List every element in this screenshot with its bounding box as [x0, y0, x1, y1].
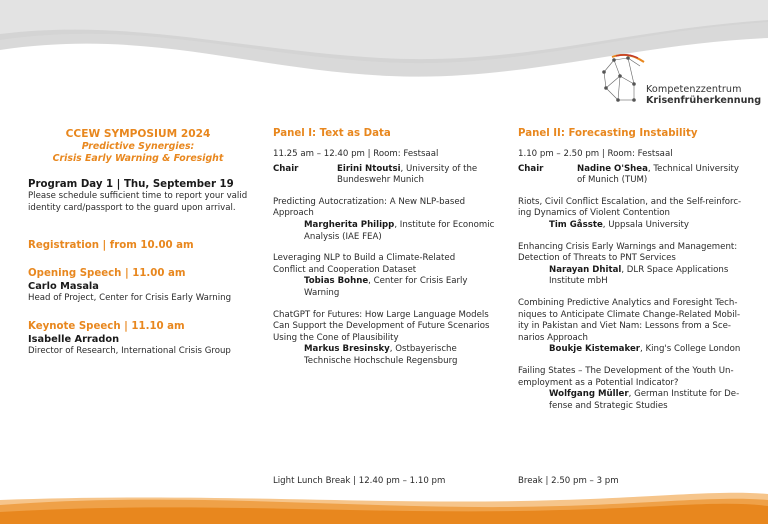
talk-speaker	[273, 220, 501, 232]
speaker-affiliation-2: Technische Hochschule Regensburg	[304, 355, 458, 366]
panel-1-time: 11.25 am – 12.40 pm | Room: Festsaal	[273, 149, 439, 159]
registration-heading: Registration | from 10.00 am	[28, 240, 194, 251]
talk-title: Failing States – The Development of the Youth Un-	[518, 365, 734, 376]
chair-label: Chair	[518, 163, 544, 174]
talk-speaker	[518, 265, 753, 277]
talk-title: ity in Pakistan and Viet Nam: Lessons from a Sce-	[518, 321, 732, 332]
program-day: Program Day 1 | Thu, September 19	[28, 179, 234, 190]
talk-item	[273, 197, 501, 243]
speaker-name: Tobias Bohne	[304, 276, 369, 287]
chair-affiliation-2: of Munich (TUM)	[577, 175, 648, 186]
talk-title: narios Approach	[518, 332, 588, 343]
logo-wordmark	[646, 84, 761, 106]
opening-heading: Opening Speech | 11.00 am	[28, 268, 186, 279]
speaker-affiliation: , Ostbayerische	[389, 344, 457, 355]
talk-title: Approach	[273, 208, 314, 219]
program-intro	[28, 178, 258, 214]
keynote-role: Director of Research, International Crisis Group	[28, 346, 231, 356]
speaker-affiliation-2: Analysis (IAE FEA)	[304, 231, 382, 242]
keynote-speaker: Isabelle Arradon	[28, 334, 120, 345]
speaker-affiliation: , German Institute for De-	[628, 389, 740, 400]
keynote-block	[28, 320, 258, 358]
talk-item	[518, 298, 753, 356]
talk-title: niques to Anticipate Climate Change-Related Mobil-	[518, 309, 741, 320]
talk-title: Conflict and Cooperation Dataset	[273, 264, 417, 275]
panel-1-chair	[273, 164, 501, 187]
talk-item	[273, 253, 501, 299]
talk-title: Detection of Threats to PNT Services	[518, 253, 676, 264]
symposium-subtitle-1: Predictive Synergies:	[81, 141, 195, 152]
opening-block	[28, 267, 258, 305]
chair-affiliation: , University of the	[400, 163, 478, 174]
speaker-name: Tim Gåsste	[549, 219, 603, 230]
speaker-name: Boukje Kistemaker	[549, 344, 641, 355]
talk-title: Riots, Civil Conflict Escalation, and the Self-reinforc-	[518, 196, 742, 207]
speaker-affiliation: , Center for Crisis Early	[368, 276, 468, 287]
talk-item	[518, 242, 753, 288]
panel-2-chair	[518, 164, 753, 187]
talk-speaker	[518, 389, 753, 401]
notice-line-2: identity card/passport to the guard upon arrival.	[28, 202, 236, 213]
talk-speaker	[273, 276, 501, 288]
talk-title: Using the Cone of Plausibility	[273, 332, 399, 343]
left-column	[28, 128, 248, 164]
speaker-affiliation-2: fense and Strategic Studies	[549, 400, 668, 411]
chair-name: Eirini Ntoutsi	[337, 163, 401, 174]
speaker-name: Wolfgang Müller	[549, 389, 629, 400]
talk-speaker	[518, 220, 753, 232]
panel-1-title: Panel I: Text as Data	[273, 128, 391, 139]
chair-affiliation: , Technical University	[647, 163, 739, 174]
speaker-name: Margherita Philipp	[304, 219, 395, 230]
speaker-affiliation-2: Warning	[304, 287, 340, 298]
speaker-affiliation: , Uppsala University	[602, 219, 689, 230]
logo-line2: Krisenfrüherkennung	[646, 95, 762, 106]
symposium-subtitle-2: Crisis Early Warning & Foresight	[52, 152, 224, 164]
symposium-title: CCEW SYMPOSIUM 2024	[65, 128, 211, 140]
talk-title: Can Support the Development of Future Scenarios	[273, 321, 490, 332]
keynote-heading: Keynote Speech | 11.10 am	[28, 321, 185, 332]
chair-label: Chair	[273, 163, 299, 174]
speaker-affiliation: , DLR Space Applications	[621, 264, 729, 275]
talk-title: ing Dynamics of Violent Contention	[518, 208, 670, 219]
panel-1-column	[273, 127, 501, 368]
talk-title: Combining Predictive Analytics and Foresight Tech-	[518, 297, 738, 308]
talk-title: ChatGPT for Futures: How Large Language Models	[273, 309, 489, 320]
chair-name: Nadine O'Shea	[577, 163, 648, 174]
opening-role: Head of Project, Center for Crisis Early Warning	[28, 293, 232, 303]
chair-affiliation-2: Bundeswehr Munich	[337, 175, 424, 186]
talk-title: Leveraging NLP to Build a Climate-Related	[273, 253, 456, 264]
speaker-affiliation: , King's College London	[640, 344, 741, 355]
speaker-name: Markus Bresinsky	[304, 344, 390, 355]
talk-item	[518, 366, 753, 412]
logo-line1: Kompetenzzentrum	[646, 84, 742, 95]
panel-2-break: Break | 2.50 pm – 3 pm	[518, 476, 619, 486]
talk-speaker	[518, 344, 753, 356]
panel-2-column	[518, 127, 753, 412]
panel-1-break: Light Lunch Break | 12.40 pm – 1.10 pm	[273, 476, 446, 486]
panel-2-title: Panel II: Forecasting Instability	[518, 128, 698, 139]
talk-item	[273, 310, 501, 368]
talk-title: Enhancing Crisis Early Warnings and Management:	[518, 241, 738, 252]
opening-speaker: Carlo Masala	[28, 281, 99, 292]
talk-item	[518, 197, 753, 232]
panel-2-time: 1.10 pm – 2.50 pm | Room: Festsaal	[518, 149, 673, 159]
speaker-affiliation: , Institute for Economic	[394, 219, 495, 230]
speaker-affiliation-2: Institute mbH	[549, 276, 608, 287]
talk-title: employment as a Potential Indicator?	[518, 377, 679, 388]
speaker-name: Narayan Dhital	[549, 264, 622, 275]
notice-line-1: Please schedule sufficient time to report your valid	[28, 191, 248, 201]
talk-title: Predicting Autocratization: A New NLP-based	[273, 196, 466, 207]
talk-speaker	[273, 344, 501, 356]
